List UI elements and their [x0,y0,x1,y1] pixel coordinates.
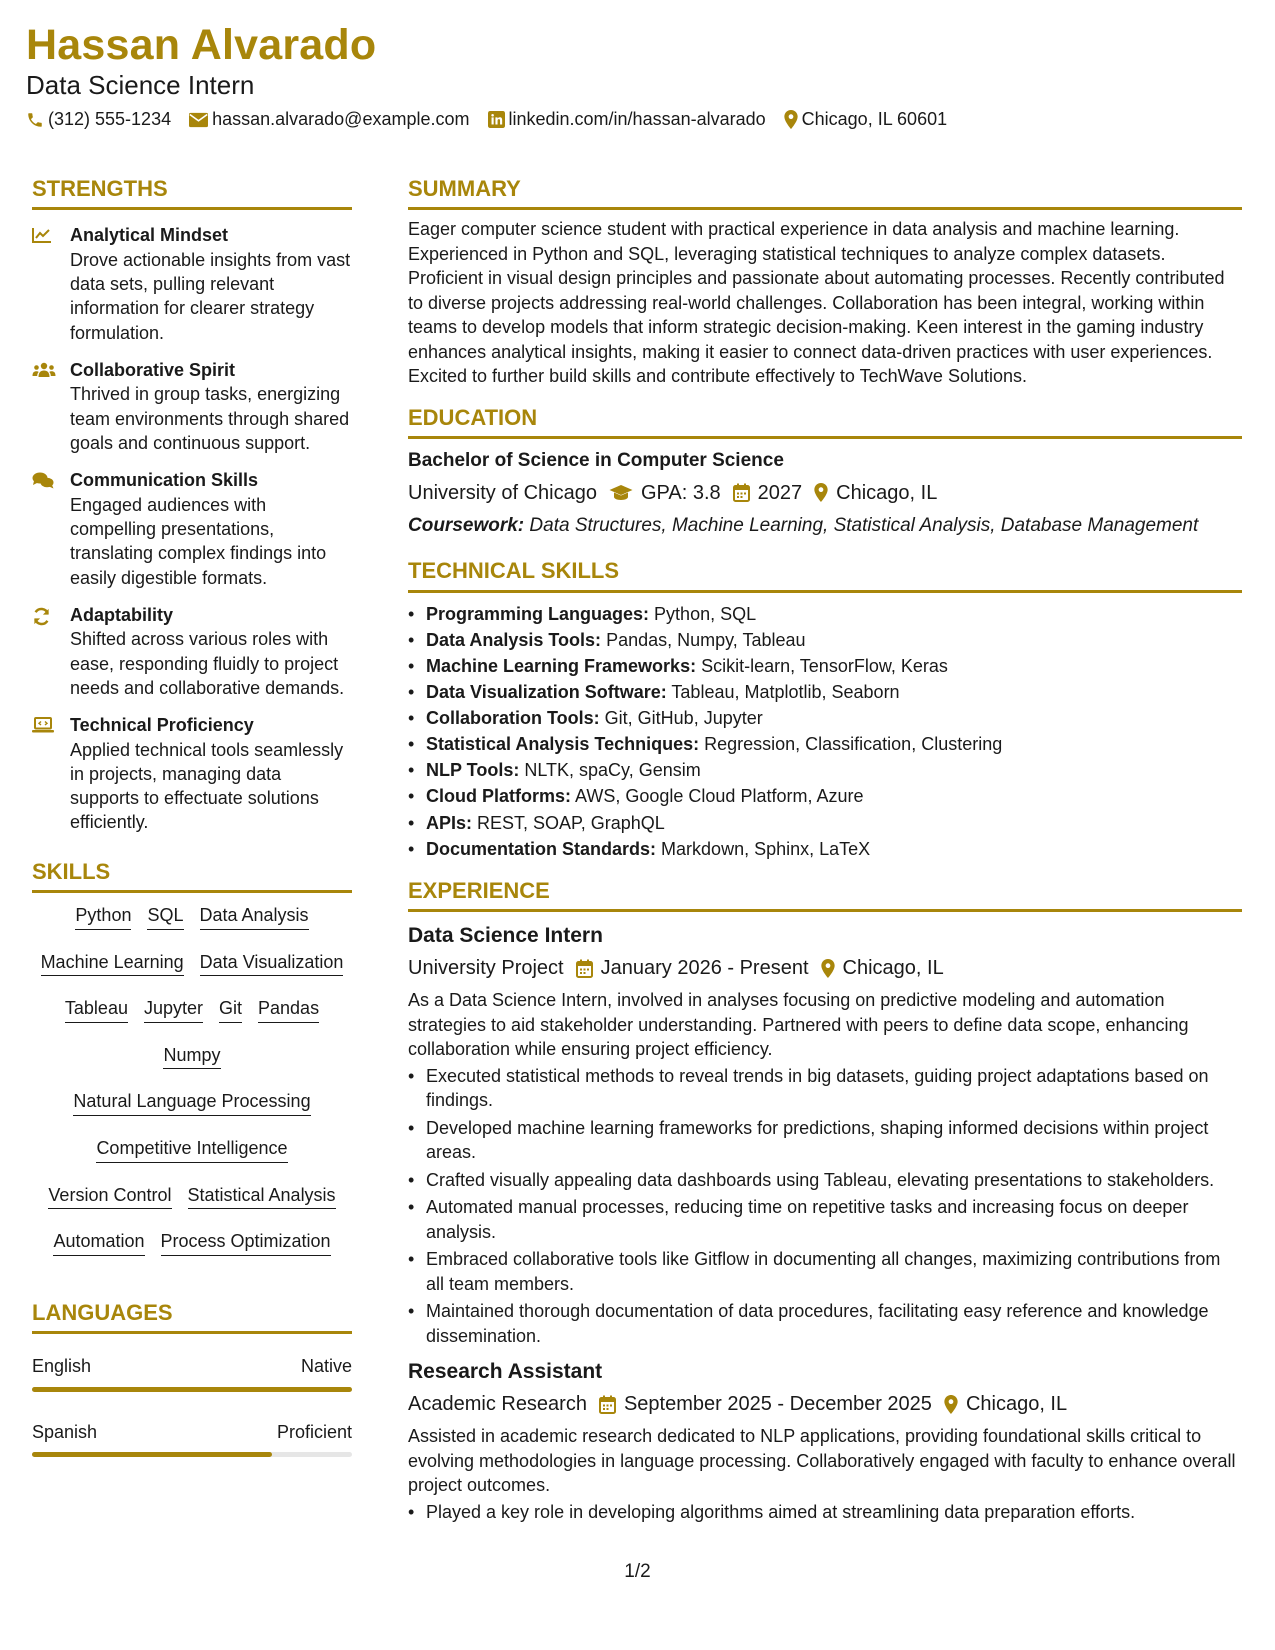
tech-skill-value: Tableau, Matplotlib, Seaborn [671,682,900,703]
strength-item [32,469,352,590]
tech-skill-value: REST, SOAP, GraphQL [477,812,665,833]
education-location: Chicago, IL [836,481,938,504]
contact-row [26,109,1256,130]
users-icon [32,362,56,378]
coursework-label: Coursework: [408,514,525,536]
skill-tag: Data Visualization [200,952,344,977]
email-text[interactable]: hassan.alvarado@example.com [212,109,470,130]
strength-desc: Engaged audiences with compelling presentations, translating complex findings into easily digestible formats. [70,494,327,588]
skill-tag: Pandas [258,998,319,1023]
degree-title: Bachelor of Science in Computer Science [408,450,784,472]
calendar-icon [599,1395,616,1414]
tech-skill-label: Data Analysis Tools: [426,629,602,650]
strength-desc: Shifted across various roles with ease, responding fluidly to project needs and collaborative demands. [70,629,345,698]
tech-skill-value: AWS, Google Cloud Platform, Azure [575,786,864,807]
list-item [408,653,1242,679]
tech-skill-label: Statistical Analysis Techniques: [426,734,700,755]
school-name: University of Chicago [408,481,597,504]
strength-item [32,359,352,455]
job-location: Chicago, IL [842,957,944,980]
strength-title: Collaborative Spirit [70,359,236,380]
contact-phone [26,109,171,130]
tech-skill-label: Collaboration Tools: [426,708,600,729]
job-title: Data Science Intern [408,924,603,948]
coursework-text: Data Structures, Machine Learning, Statistical Analysis, Database Management [529,514,1199,536]
language-level: Native [300,1356,352,1377]
experience-heading: EXPERIENCE [408,878,1242,912]
language-name: English [32,1356,92,1377]
skill-tag: Python [75,905,131,930]
candidate-title: Data Science Intern [26,70,255,101]
tech-skill-value: Python, SQL [654,603,757,624]
list-item: • Embraced collaborative tools like Gitflow in documenting all changes, maximizing contributions from all team members. [408,1247,1242,1296]
strength-title: Technical Proficiency [70,715,254,736]
map-marker-icon [784,110,798,129]
skill-tag: Automation [53,1231,144,1256]
list-item [408,627,1242,653]
chart-line-icon [32,227,52,243]
graduation-cap-icon [609,484,633,502]
right-column [408,176,1242,1524]
strength-item [32,224,352,345]
left-column [32,176,352,1457]
list-item: • Executed statistical methods to reveal trends in big datasets, guiding project adaptations based on findings. [408,1064,1242,1113]
tech-skill-value: Markdown, Sphinx, LaTeX [661,838,871,859]
candidate-name: Hassan Alvarado [26,21,377,69]
list-item [408,705,1242,731]
list-item [408,836,1242,862]
education-meta [408,480,1242,506]
list-item: • Automated manual processes, reducing time on repetitive tasks and increasing focus on deeper analysis. [408,1195,1242,1244]
tech-skill-label: NLP Tools: [426,760,520,781]
strength-desc: Drove actionable insights from vast data sets, pulling relevant information for clearer strategy formulation. [70,249,351,343]
job-meta [408,955,1242,981]
list-item [408,757,1242,783]
tech-skill-label: Data Visualization Software: [426,682,667,703]
skill-tag: Data Analysis [200,905,309,930]
job-bullets [408,1500,1242,1524]
tech-skill-value: NLTK, spaCy, Gensim [524,760,701,781]
job-entry [408,922,1242,1348]
skill-tag: Git [219,998,242,1023]
skill-tag: Jupyter [144,998,203,1023]
strength-desc: Applied technical tools seamlessly in projects, managing data supports to effectuate solutions efficiently. [70,739,344,833]
contact-email[interactable] [189,109,469,130]
tech-skill-label: Cloud Platforms: [426,786,572,807]
tech-skill-value: Scikit-learn, TensorFlow, Keras [701,656,948,677]
list-item [408,810,1242,836]
comments-icon [32,472,54,489]
language-name: Spanish [32,1421,98,1442]
calendar-icon [733,483,750,502]
tech-skill-label: Documentation Standards: [426,838,657,859]
map-marker-icon [814,483,828,502]
strength-title: Analytical Mindset [70,225,229,246]
tech-skill-value: Git, GitHub, Jupyter [604,708,763,729]
tech-skill-label: Machine Learning Frameworks: [426,656,697,677]
coursework [408,514,1242,539]
gpa-text: GPA: 3.8 [640,481,721,504]
phone-text: (312) 555-1234 [48,109,172,130]
linkedin-icon [488,111,505,128]
skill-tag: Machine Learning [41,952,184,977]
job-dates: September 2025 - December 2025 [623,1393,932,1416]
linkedin-text[interactable]: linkedin.com/in/hassan-alvarado [508,109,766,130]
list-item [408,679,1242,705]
list-item: • Played a key role in developing algorithms aimed at streamlining data preparation efforts. [408,1500,1242,1524]
languages-heading: LANGUAGES [32,1300,352,1334]
job-org: Academic Research [408,1393,587,1416]
skills-heading: SKILLS [32,859,352,893]
job-title: Research Assistant [408,1360,603,1384]
language-bar-fill [32,1452,272,1457]
skills-list [32,905,352,1256]
job-description: As a Data Science Intern, involved in analyses focusing on predictive modeling and automation strategies to aid stakeholder understanding. Partnered with peers to define data scope, enhancing collaboration while ensuring project efficiency. [408,990,1189,1060]
skill-tag: Competitive Intelligence [96,1138,287,1163]
list-item: • Maintained thorough documentation of data procedures, facilitating easy reference and knowledge dissemination. [408,1299,1242,1348]
location-text: Chicago, IL 60601 [801,109,948,130]
graduation-year: 2027 [757,481,803,504]
map-marker-icon [821,959,835,978]
skill-tag: SQL [147,905,183,930]
summary-heading: SUMMARY [408,176,1242,210]
job-location: Chicago, IL [965,1393,1068,1416]
contact-linkedin[interactable] [488,109,766,130]
language-bar [32,1452,352,1457]
language-bar-fill [32,1387,352,1392]
laptop-code-icon [32,717,54,733]
job-description: Assisted in academic research dedicated to NLP applications, providing foundational skills critical to evolving methodologies in language processing. Collaboratively engaged with faculty to enhance overall project outcomes. [408,1426,1236,1496]
tech-skill-value: Pandas, Numpy, Tableau [606,629,806,650]
job-meta [408,1391,1242,1417]
job-bullets [408,1064,1242,1348]
job-org: University Project [408,957,564,980]
strength-item [32,714,352,835]
technical-skills-heading: TECHNICAL SKILLS [408,558,1242,592]
tech-skill-value: Regression, Classification, Clustering [704,734,1003,755]
contact-location [784,109,947,130]
list-item [408,601,1242,627]
language-level: Proficient [276,1421,352,1442]
phone-icon [26,111,44,129]
list-item [408,783,1242,809]
resume-header [26,22,1256,130]
job-entry [408,1358,1242,1524]
skill-tag: Tableau [65,998,128,1023]
tech-skill-label: APIs: [426,812,473,833]
strength-title: Adaptability [70,604,174,625]
strength-title: Communication Skills [70,470,259,491]
map-marker-icon [944,1395,958,1414]
calendar-icon [576,959,593,978]
tech-skill-label: Programming Languages: [426,603,650,624]
envelope-icon [189,112,208,128]
strength-item [32,604,352,700]
language-item [32,1356,352,1392]
language-item [32,1422,352,1458]
skill-tag: Natural Language Processing [73,1091,310,1116]
skill-tag: Process Optimization [161,1231,331,1256]
list-item [408,731,1242,757]
technical-skills-list [408,601,1242,862]
education-heading: EDUCATION [408,405,1242,439]
job-dates: January 2026 - Present [600,957,809,980]
summary-text: Eager computer science student with practical experience in data analysis and machine learning. Experienced in Python and SQL, leveraging statistical techniques to analyze complex datasets. Proficient in visual design principles and passionate about automating processes. Recently contributed to diverse projects addressing real-world challenges. Collaboration has been integral, working within teams to develop models that inform strategic decision-making. Keen interest in the gaming industry enhances analytical insights, making it easier to connect data-driven practices with user experiences. Excited to further build skills and contribute effectively to TechWave Solutions. [408,219,1225,387]
skill-tag: Numpy [163,1045,220,1070]
list-item: • Crafted visually appealing data dashboards using Tableau, elevating presentations to stakeholders. [408,1168,1242,1192]
skill-tag: Version Control [48,1185,171,1210]
page-number: 1/2 [624,1561,651,1582]
list-item: • Developed machine learning frameworks for predictions, shaping informed decisions within project areas. [408,1116,1242,1165]
strength-desc: Thrived in group tasks, energizing team environments through shared goals and continuous support. [70,384,350,453]
sync-icon [32,607,51,626]
language-bar [32,1387,352,1392]
skill-tag: Statistical Analysis [188,1185,336,1210]
strengths-heading: STRENGTHS [32,176,352,210]
